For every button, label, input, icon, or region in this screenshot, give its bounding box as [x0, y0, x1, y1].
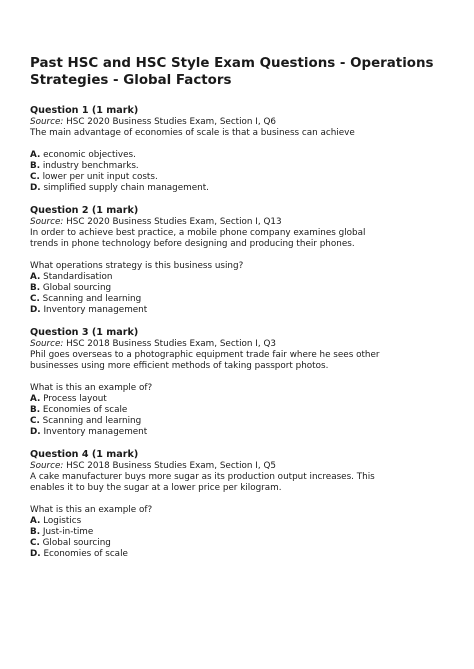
question-source	[30, 117, 450, 128]
source-label: Source:	[30, 461, 64, 471]
option-letter: D.	[30, 549, 41, 559]
answer-option	[30, 161, 450, 172]
option-text: lower per unit input costs.	[39, 172, 158, 182]
option-text: Economies of scale	[40, 405, 128, 415]
question-heading: Question 4 (1 mark)	[30, 449, 139, 460]
answer-option	[30, 549, 450, 560]
title-line: Past HSC and HSC Style Exam Questions - Operations	[30, 56, 434, 71]
option-text: Global sourcing	[40, 283, 112, 293]
question-list	[30, 105, 450, 560]
answer-option	[30, 516, 450, 527]
question-prompt: What is this an example of?	[30, 505, 153, 515]
question-heading: Question 1 (1 mark)	[30, 105, 139, 116]
option-letter: B.	[30, 161, 41, 171]
answer-option	[30, 283, 450, 294]
option-letter: D.	[30, 183, 41, 193]
option-letter: B.	[30, 527, 41, 537]
question-block	[30, 105, 450, 194]
option-text: Inventory management	[40, 427, 148, 437]
source-text: HSC 2018 Business Studies Exam, Section I, Q5	[63, 461, 277, 471]
question-block	[30, 327, 450, 438]
answer-option	[30, 527, 450, 538]
option-letter: B.	[30, 405, 41, 415]
question-prompt: What operations strategy is this business using?	[30, 261, 244, 271]
question-stem-line: enables it to buy the sugar at a lower price per kilogram.	[30, 483, 282, 493]
option-letter: B.	[30, 283, 41, 293]
question-stem-line: trends in phone technology before designing and producing their phones.	[30, 239, 355, 249]
answer-option	[30, 538, 450, 549]
option-letter: C.	[30, 416, 40, 426]
option-text: Scanning and learning	[39, 294, 142, 304]
question-stem-line: businesses using more efficient methods of taking passport photos.	[30, 361, 329, 371]
answer-options	[30, 394, 450, 438]
question-heading: Question 3 (1 mark)	[30, 327, 139, 338]
option-text: Economies of scale	[40, 549, 128, 559]
question-block	[30, 205, 450, 316]
document-page	[30, 55, 450, 571]
source-label: Source:	[30, 339, 64, 349]
source-text: HSC 2020 Business Studies Exam, Section I, Q6	[63, 117, 277, 127]
question-source	[30, 217, 450, 228]
option-text: Standardisation	[40, 272, 113, 282]
question-stem-line: A cake manufacturer buys more sugar as its production output increases. This	[30, 472, 375, 482]
option-text: Just-in-time	[40, 527, 94, 537]
answer-option	[30, 394, 450, 405]
question-heading: Question 2 (1 mark)	[30, 205, 139, 216]
question-source	[30, 339, 450, 350]
answer-option	[30, 183, 450, 194]
option-letter: A.	[30, 150, 41, 160]
answer-option	[30, 305, 450, 316]
option-letter: C.	[30, 538, 40, 548]
answer-option	[30, 172, 450, 183]
option-letter: D.	[30, 305, 41, 315]
option-text: Logistics	[40, 516, 82, 526]
option-letter: C.	[30, 294, 40, 304]
answer-option	[30, 272, 450, 283]
title-line: Strategies - Global Factors	[30, 73, 232, 88]
answer-option	[30, 427, 450, 438]
option-text: Global sourcing	[39, 538, 111, 548]
question-block	[30, 449, 450, 560]
source-label: Source:	[30, 117, 64, 127]
answer-options	[30, 516, 450, 560]
question-source	[30, 461, 450, 472]
answer-option	[30, 405, 450, 416]
answer-options	[30, 150, 450, 194]
question-stem-line: The main advantage of economies of scale is that a business can achieve	[30, 128, 355, 138]
option-text: simplified supply chain management.	[40, 183, 209, 193]
option-text: Inventory management	[40, 305, 148, 315]
option-text: Process layout	[40, 394, 107, 404]
answer-option	[30, 150, 450, 161]
option-letter: A.	[30, 272, 41, 282]
page-title	[30, 55, 450, 89]
option-letter: A.	[30, 516, 41, 526]
option-text: industry benchmarks.	[40, 161, 139, 171]
option-text: Scanning and learning	[39, 416, 142, 426]
question-prompt: What is this an example of?	[30, 383, 153, 393]
source-text: HSC 2018 Business Studies Exam, Section I, Q3	[63, 339, 277, 349]
source-label: Source:	[30, 217, 64, 227]
answer-option	[30, 294, 450, 305]
answer-option	[30, 416, 450, 427]
option-text: economic objectives.	[40, 150, 136, 160]
option-letter: C.	[30, 172, 40, 182]
answer-options	[30, 272, 450, 316]
option-letter: D.	[30, 427, 41, 437]
option-letter: A.	[30, 394, 41, 404]
question-stem-line: In order to achieve best practice, a mobile phone company examines global	[30, 228, 366, 238]
source-text: HSC 2020 Business Studies Exam, Section I, Q13	[63, 217, 282, 227]
question-stem-line: Phil goes overseas to a photographic equipment trade fair where he sees other	[30, 350, 380, 360]
